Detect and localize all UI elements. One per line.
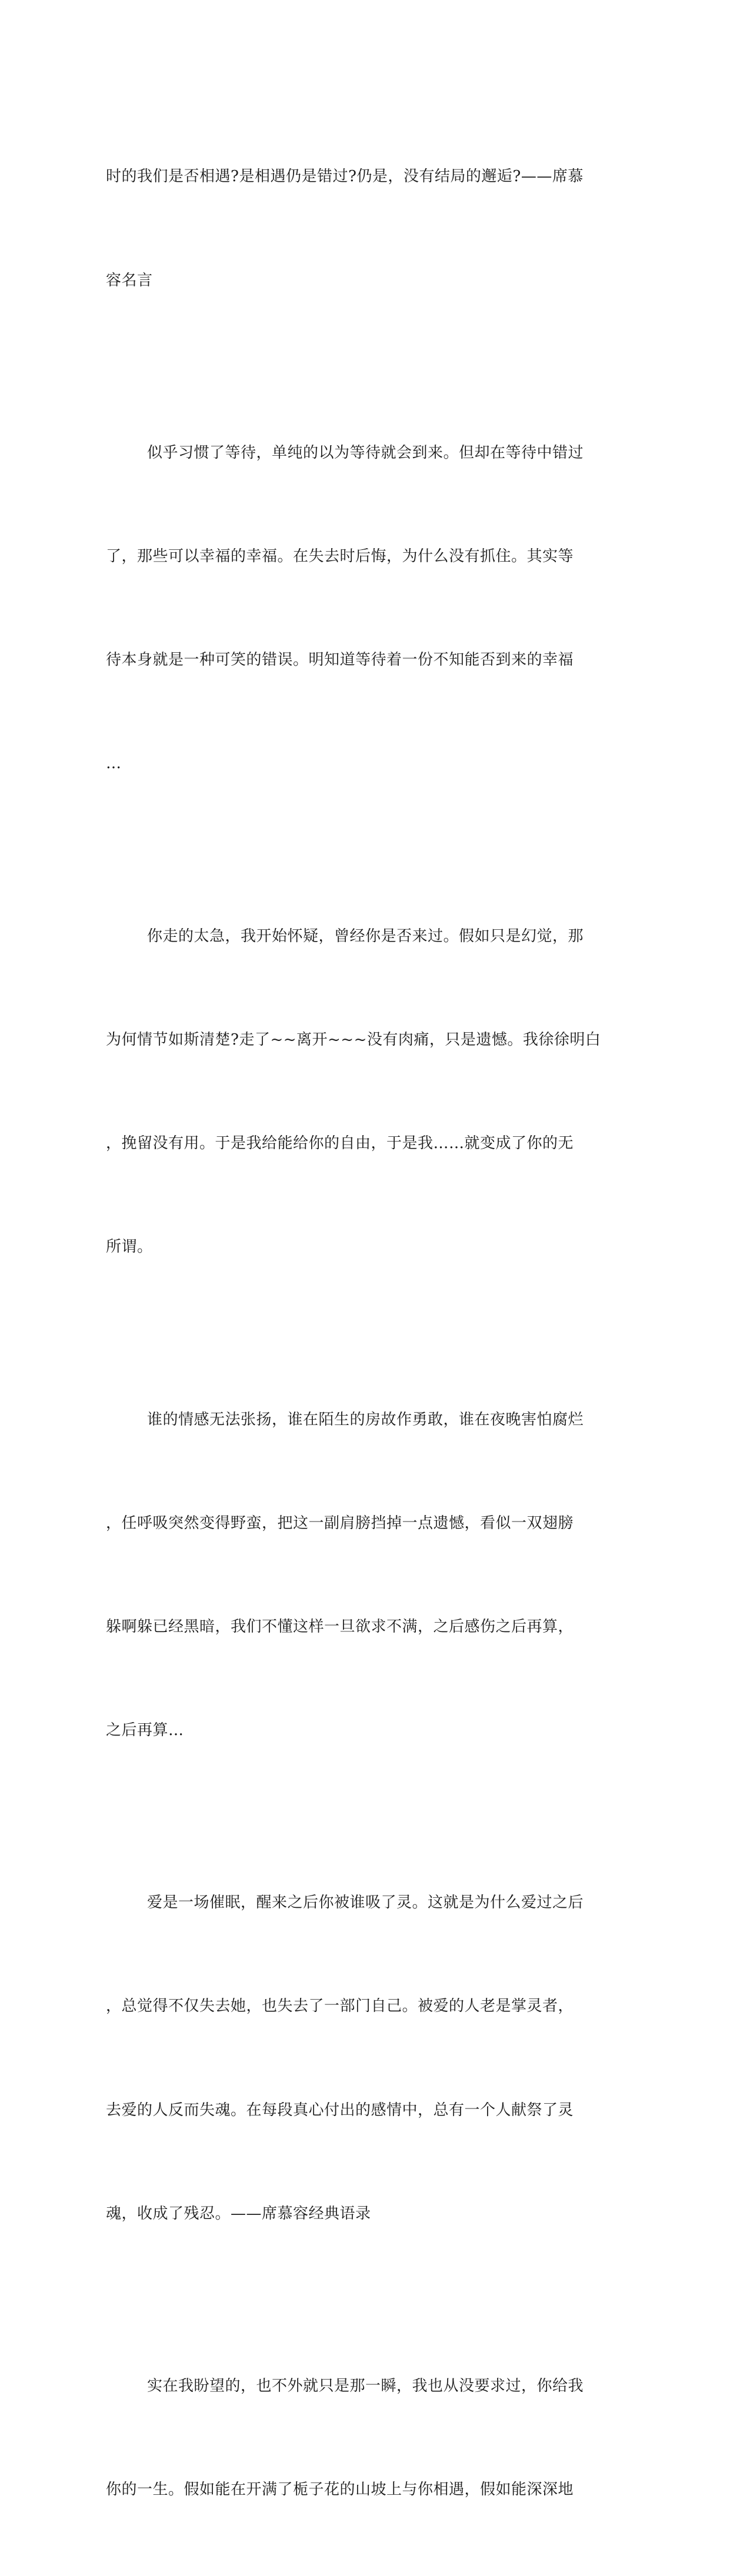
text-line: … <box>106 755 122 773</box>
document-body <box>106 91 603 2576</box>
paragraph-5 <box>106 1817 603 2300</box>
text-line: 去爱的人反而失魂。在每段真心付出的感情中，总有一个人献祭了灵 <box>106 2101 574 2119</box>
text-line: ，总觉得不仅失去她，也失去了一部门自己。被爱的人老是掌灵者， <box>106 1997 574 2016</box>
text-line: 时的我们是否相遇?是相遇仍是错过?仍是，没有结局的邂逅?——席慕 <box>106 168 584 186</box>
text-line: 躲啊躲已经黑暗，我们不懂这样一旦欲求不满，之后感伤之后再算， <box>106 1617 574 1636</box>
text-line: ，挽留没有用。于是我给能给你的自由，于是我……就变成了你的无 <box>106 1134 574 1152</box>
text-line: 之后再算… <box>106 1721 184 1739</box>
text-line: 似乎习惯了等待，单纯的以为等待就会到来。但却在等待中错过 <box>147 444 584 462</box>
text-line: 为何情节如斯清楚?走了~~离开~~~没有肉痛，只是遗憾。我徐徐明白 <box>106 1030 601 1049</box>
text-line: ，任呼吸突然变得野蛮，把这一副肩膀挡掉一点遗憾，看似一双翅膀 <box>106 1514 574 1532</box>
paragraph-2 <box>106 367 603 850</box>
paragraph-4 <box>106 1333 603 1817</box>
text-line: 爱是一场催眠，醒来之后你被谁吸了灵。这就是为什么爱过之后 <box>147 1894 584 1912</box>
text-line: 魂，收成了残忍。——席慕容经典语录 <box>106 2204 371 2223</box>
text-line: 你走的太急，我开始怀疑，曾经你是否来过。假如只是幻觉，那 <box>147 927 584 945</box>
text-line: 谁的情感无法张扬，谁在陌生的房故作勇敢，谁在夜晚害怕腐烂 <box>147 1410 584 1429</box>
text-line: 容名言 <box>106 271 153 289</box>
paragraph-3 <box>106 850 603 1333</box>
text-line: 了，那些可以幸福的幸福。在失去时后悔，为什么没有抓住。其实等 <box>106 548 574 566</box>
text-line: 实在我盼望的，也不外就只是那一瞬，我也从没要求过，你给我 <box>147 2377 584 2395</box>
text-line: 所谓。 <box>106 1238 153 1256</box>
paragraph-6 <box>106 2300 603 2576</box>
paragraph-1 <box>106 91 603 367</box>
text-line: 你的一生。假如能在开满了栀子花的山坡上与你相遇，假如能深深地 <box>106 2481 574 2499</box>
text-line: 待本身就是一种可笑的错误。明知道等待着一份不知能否到来的幸福 <box>106 651 574 669</box>
